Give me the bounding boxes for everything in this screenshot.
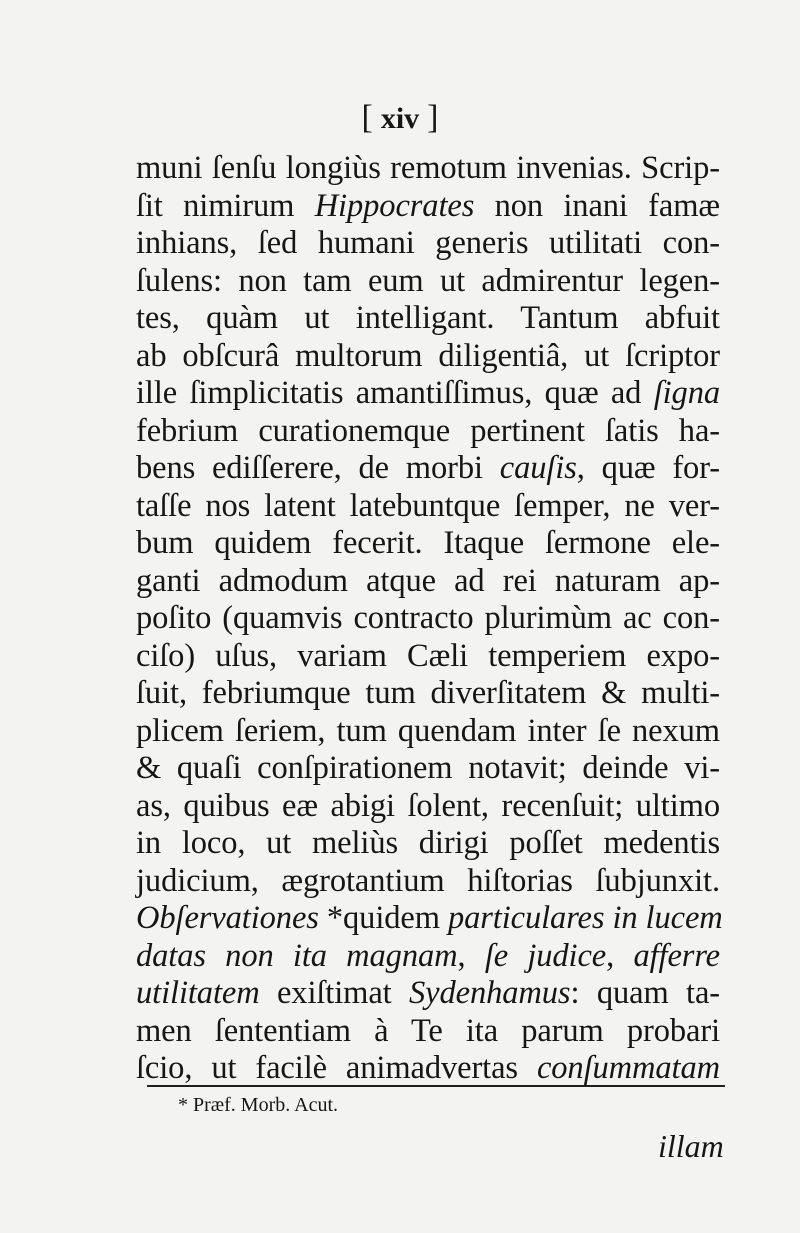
text-line	[136, 825, 720, 863]
text-segment: bens ediſſerere, de morbi	[136, 450, 500, 486]
text-segment: plicem ſeriem, tum quendam inter ſe nexum	[136, 712, 720, 749]
italic-segment: cauſis	[499, 450, 577, 486]
text-segment: judicium, ægrotantium hiſtorias ſubjunxit.	[136, 862, 720, 899]
text-segment: men ſententiam à Te ita parum probari	[136, 1012, 720, 1049]
body-text	[136, 150, 723, 1088]
text-line	[136, 600, 720, 638]
text-line	[136, 488, 720, 526]
text-segment: ciſo) uſus, variam Cæli temperiem expo-	[136, 637, 720, 674]
text-line	[136, 300, 720, 338]
text-segment: febrium curationemque pertinent ſatis ha-	[136, 412, 720, 449]
text-line	[136, 375, 720, 413]
text-segment: bum quidem fecerit. Itaque ſermone ele-	[136, 525, 720, 561]
catchword: illam	[658, 1128, 724, 1164]
text-line	[136, 938, 720, 976]
text-line	[136, 1050, 720, 1088]
italic-segment: datas non ita magnam	[136, 937, 458, 974]
text-line	[136, 750, 720, 788]
text-segment: inhians, ſed humani generis utilitati con-	[136, 225, 720, 261]
text-segment: & quaſi conſpirationem notavit; deinde vi-	[136, 750, 720, 786]
text-line	[136, 413, 720, 451]
text-segment: , quæ for-	[576, 450, 720, 486]
text-line	[136, 263, 720, 301]
text-segment: muni ſenſu longiùs remotum invenias. Scrip-	[136, 150, 720, 186]
page-number: xiv	[380, 102, 420, 135]
text-line	[136, 900, 723, 938]
text-line	[136, 525, 720, 563]
italic-segment: utilitatem	[136, 975, 260, 1011]
text-segment: ſit nimirum	[136, 187, 315, 224]
italic-segment: Hippocrates	[314, 187, 475, 224]
text-segment: : quam ta-	[570, 975, 720, 1011]
text-segment: exiſtimat	[259, 975, 410, 1011]
text-line	[136, 788, 720, 826]
page-header	[0, 98, 800, 139]
text-line	[136, 675, 720, 713]
text-segment: ganti admodum atque ad rei naturam ap-	[136, 562, 720, 599]
text-line	[136, 450, 720, 488]
text-segment: tes, quàm ut intelligant. Tantum abfuit	[136, 300, 720, 336]
text-segment: as, quibus eæ abigi ſolent, recenſuit; ultimo	[136, 787, 720, 824]
header-close-bracket: ]	[427, 99, 439, 136]
text-line	[136, 863, 720, 901]
text-segment: *quidem	[318, 900, 448, 936]
text-segment: ſcio, ut facilè animadvertas	[136, 1050, 537, 1086]
italic-segment: afferre	[633, 937, 720, 974]
header-open-bracket: [	[361, 99, 373, 136]
text-line	[136, 188, 720, 226]
text-segment: ab obſcurâ multorum diligentiâ, ut ſcriptor	[136, 337, 720, 374]
text-line	[136, 975, 720, 1013]
text-line	[136, 225, 720, 263]
text-segment: ille ſimplicitatis amantiſſimus, quæ ad	[136, 375, 654, 411]
footnote: * Præf. Morb. Acut.	[178, 1094, 338, 1116]
text-line	[136, 150, 720, 188]
text-segment: poſito (quamvis contracto plurimùm ac con-	[136, 600, 720, 636]
text-line	[136, 563, 720, 601]
text-segment: ,	[457, 937, 485, 974]
text-segment: ſuit, febriumque tum diverſitatem & multi-	[136, 675, 720, 711]
italic-segment: ſigna	[653, 375, 720, 411]
text-segment: in loco, ut meliùs dirigi poſſet medentis	[136, 825, 720, 861]
footnote-rule	[147, 1085, 725, 1087]
text-segment: non inani famæ	[474, 187, 720, 224]
text-segment: ſulens: non tam eum ut admirentur legen-	[136, 262, 720, 299]
text-line	[136, 1013, 720, 1051]
italic-segment: conſummatam	[536, 1050, 720, 1086]
italic-segment: Sydenhamus	[409, 975, 571, 1011]
italic-segment: Obſervationes	[136, 900, 319, 936]
text-segment: taſſe nos latent latebuntque ſemper, ne ver-	[136, 487, 720, 524]
italic-segment: ſe judice	[484, 937, 607, 974]
italic-segment: particulares in lucem	[447, 900, 723, 936]
text-segment: ,	[606, 937, 634, 974]
text-line	[136, 713, 720, 751]
text-line	[136, 638, 720, 676]
text-line	[136, 338, 720, 376]
